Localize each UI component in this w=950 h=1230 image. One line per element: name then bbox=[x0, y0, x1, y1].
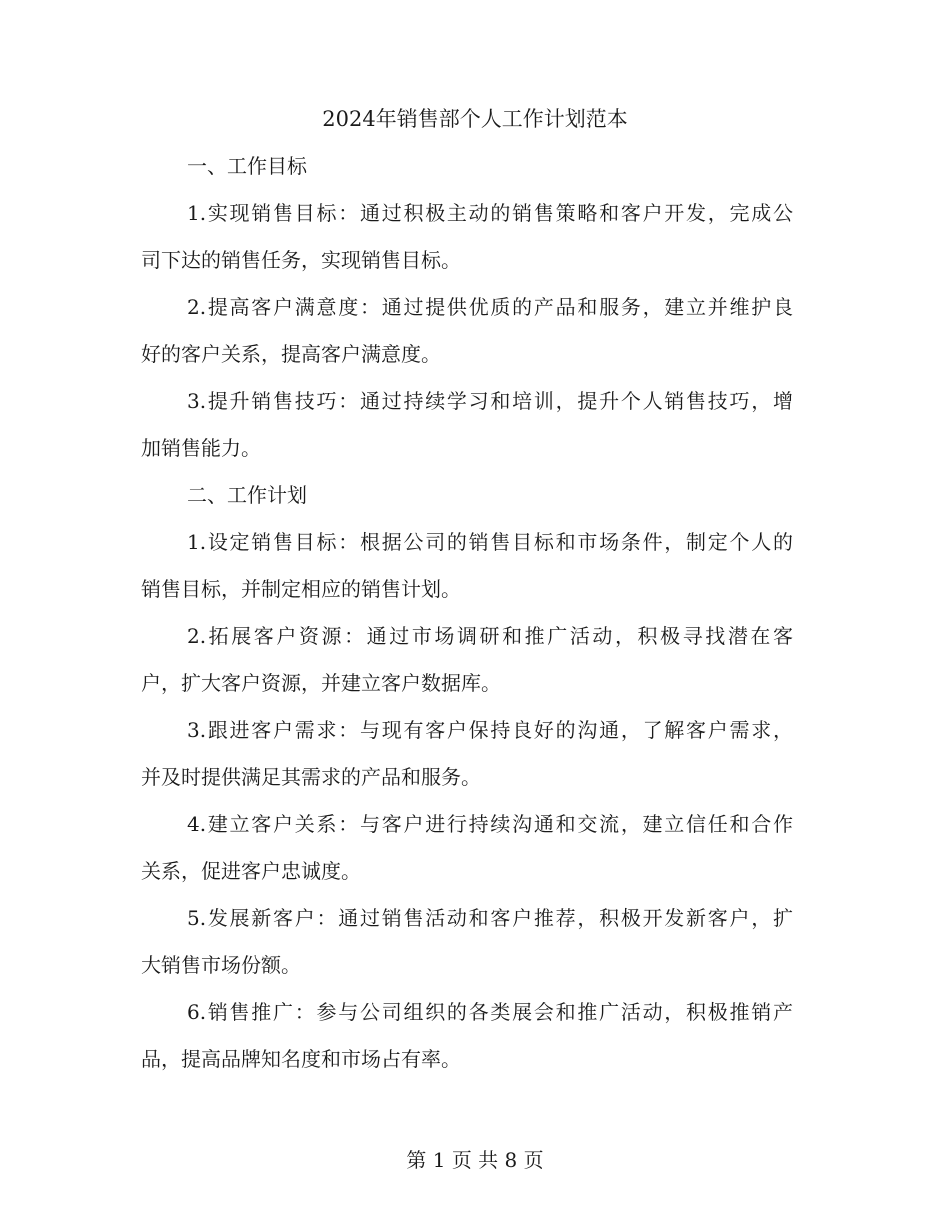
document-title: 2024年销售部个人工作计划范本 bbox=[322, 107, 628, 131]
plan-6-line-2: 品，提高品牌知名度和市场占有率。 bbox=[141, 1047, 461, 1071]
plan-6-line-1: 6.销售推广：参与公司组织的各类展会和推广活动，积极推销产 bbox=[187, 1000, 793, 1024]
plan-3-line-2: 并及时提供满足其需求的产品和服务。 bbox=[141, 765, 481, 789]
document-body bbox=[141, 151, 793, 1091]
goal-2-line-1: 2.提高客户满意度：通过提供优质的产品和服务，建立并维护良 bbox=[187, 295, 793, 319]
goal-1-line-1: 1.实现销售目标：通过积极主动的销售策略和客户开发，完成公 bbox=[187, 201, 793, 225]
goal-1-line-2: 司下达的销售任务，实现销售目标。 bbox=[141, 248, 461, 272]
plan-4-line-1: 4.建立客户关系：与客户进行持续沟通和交流，建立信任和合作 bbox=[187, 812, 793, 836]
goal-3-line-1: 3.提升销售技巧：通过持续学习和培训，提升个人销售技巧，增 bbox=[187, 389, 793, 413]
plan-4-line-2: 关系，促进客户忠诚度。 bbox=[141, 859, 361, 883]
goal-2-line-2: 好的客户关系，提高客户满意度。 bbox=[141, 342, 441, 366]
plan-2-line-2: 户，扩大客户资源，并建立客户数据库。 bbox=[141, 671, 501, 695]
plan-3-line-1: 3.跟进客户需求：与现有客户保持良好的沟通，了解客户需求， bbox=[187, 718, 793, 742]
heading-work-plan: 二、工作计划 bbox=[187, 483, 307, 507]
plan-1-line-2: 销售目标，并制定相应的销售计划。 bbox=[141, 577, 461, 601]
plan-2-line-1: 2.拓展客户资源：通过市场调研和推广活动，积极寻找潜在客 bbox=[187, 624, 793, 648]
plan-5-line-2: 大销售市场份额。 bbox=[141, 953, 301, 977]
heading-work-goals: 一、工作目标 bbox=[187, 154, 307, 178]
goal-3-line-2: 加销售能力。 bbox=[141, 436, 261, 460]
plan-5-line-1: 5.发展新客户：通过销售活动和客户推荐，积极开发新客户，扩 bbox=[187, 906, 793, 930]
page-number-footer: 第 1 页 共 8 页 bbox=[406, 1148, 544, 1172]
plan-1-line-1: 1.设定销售目标：根据公司的销售目标和市场条件，制定个人的 bbox=[187, 530, 793, 554]
